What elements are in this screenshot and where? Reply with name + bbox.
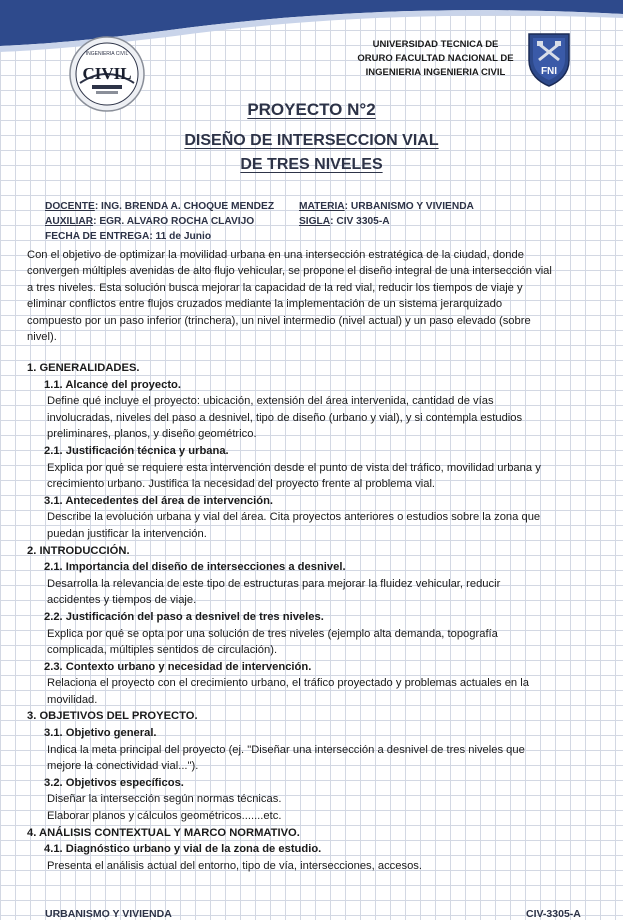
section-description-line: involucradas, niveles del paso a desnivel, tipo de diseño (urbano y vial), y si contempla estudios	[47, 411, 523, 424]
intro-line: a tres niveles. Esta solución busca mejorar la capacidad de la red vial, reducir los tiempos de viaje y	[27, 281, 523, 294]
section-description-line: crecimiento urbano. Justifica la necesidad del proyecto frente al problema vial.	[47, 478, 436, 491]
university-line-3: INGENIERIA INGENIERIA CIVIL	[365, 67, 506, 78]
materia-row	[299, 201, 474, 212]
auxiliar-value: : EGR. ALVARO ROCHA CLAVIJO	[93, 216, 255, 227]
auxiliar-label: AUXILIAR	[45, 216, 94, 227]
section-description-line: movilidad.	[47, 693, 98, 706]
section-description-line: complicada, múltiples sentidos de circulación).	[47, 644, 278, 657]
section-description-line: preliminares, planos, y diseño geométrico.	[47, 428, 257, 441]
section-description-line: Define qué incluye el proyecto: ubicación, extensión del área intervenida, cantidad de vías	[47, 395, 494, 408]
section-description-line: Relaciona el proyecto con el crecimiento urbano, el tráfico proyectado y problemas actuales en la	[47, 677, 529, 690]
intro-line: convergen múltiples avenidas de alto flujo vehicular, se propone el diseño integral de una intersección vial	[27, 265, 552, 278]
subsection-heading: 3.1. Antecedentes del área de intervención.	[44, 494, 274, 507]
materia-value: : URBANISMO Y VIVIENDA	[344, 201, 474, 212]
sigla-row	[299, 216, 390, 227]
section-description-line: Desarrolla la relevancia de este tipo de estructuras para mejorar la fluidez vehicular, reducir	[47, 577, 501, 590]
project-subtitle-line-1: DISEÑO DE INTERSECCION VIAL	[184, 132, 439, 149]
sigla-value: : CIV 3305-A	[330, 216, 390, 227]
intro-line: nivel).	[27, 331, 57, 344]
footer-course: URBANISMO Y VIVIENDA	[45, 908, 172, 920]
section-heading: 4. ANÁLISIS CONTEXTUAL Y MARCO NORMATIVO.	[27, 826, 300, 839]
subsection-heading: 2.1. Importancia del diseño de intersecciones a desnivel.	[44, 561, 346, 574]
section-description-line: puedan justificar la intervención.	[47, 527, 207, 540]
subsection-heading: 2.1. Justificación técnica y urbana.	[44, 444, 229, 457]
docente-label: DOCENTE	[45, 201, 95, 212]
section-heading: 2. INTRODUCCIÓN.	[27, 544, 130, 557]
sigla-label: SIGLA	[299, 216, 331, 227]
subsection-heading: 2.2. Justificación del paso a desnivel de tres niveles.	[44, 610, 324, 623]
university-name	[348, 38, 523, 80]
section-heading: 1. GENERALIDADES.	[27, 362, 140, 374]
section-description-line: accidentes y tiempos de viaje.	[47, 594, 197, 607]
section-description-line: Elaborar planos y cálculos geométricos.......etc.	[47, 810, 282, 823]
intro-line: Con el objetivo de optimizar la movilidad urbana en una intersección estratégica de la ciudad, donde	[27, 249, 524, 261]
materia-label: MATERIA	[299, 201, 345, 212]
intro-paragraph	[27, 247, 617, 345]
subsection-heading: 3.1. Objetivo general.	[44, 727, 157, 740]
section-description-line: Diseñar la intersección según normas técnicas.	[47, 793, 282, 806]
auxiliar-row	[45, 216, 254, 227]
section-heading: 3. OBJETIVOS DEL PROYECTO.	[27, 710, 198, 723]
section-description-line: Explica por qué se opta por una solución de tres niveles (ejemplo alta demanda, topografía	[47, 627, 498, 640]
intro-line: eliminar conflictos entre flujos cruzados mediante la implementación de un sistema jerarquizado	[27, 298, 503, 311]
docente-value: : ING. BRENDA A. CHOQUE MENDEZ	[94, 201, 275, 212]
project-outline	[27, 360, 617, 874]
section-description-line: Describe la evolución urbana y vial del área. Cita proyectos anteriores o estudios sobre la zona que	[47, 511, 541, 524]
university-line-2: ORURO FACULTAD NACIONAL DE	[357, 53, 514, 64]
civil-logo-subtext: INGENIERIA CIVIL	[85, 51, 129, 57]
subsection-heading: 4.1. Diagnóstico urbano y vial de la zona de estudio.	[44, 843, 322, 856]
fni-shield-logo-icon	[525, 30, 573, 88]
project-subtitle-line-2: DE TRES NIVELES	[240, 156, 383, 173]
university-line-1: UNIVERSIDAD TECNICA DE	[372, 39, 499, 50]
subsection-heading: 3.2. Objetivos específicos.	[44, 776, 184, 789]
section-description-line: mejore la conectividad vial...").	[47, 760, 199, 773]
subsection-heading: 2.3. Contexto urbano y necesidad de intervención.	[44, 660, 312, 673]
section-description-line: Indica la meta principal del proyecto (ej. "Diseñar una intersección a desnivel de tres niveles que	[47, 743, 525, 756]
section-description-line: Presenta el análisis actual del entorno, tipo de vía, intersecciones, accesos.	[47, 859, 422, 872]
project-title: PROYECTO N°2	[247, 100, 376, 119]
subsection-heading: 1.1. Alcance del proyecto.	[44, 378, 181, 391]
intro-line: compuesto por un paso inferior (trinchera), un nivel intermedio (nivel actual) y un paso elevado (sobre	[27, 314, 531, 327]
section-description-line: Explica por qué se requiere esta intervención desde el punto de vista del tráfico, movilidad urbana y	[47, 461, 541, 474]
civil-logo-text: CIVIL	[82, 64, 132, 83]
fecha-entrega: FECHA DE ENTREGA: 11 de Junio	[45, 231, 212, 242]
docente-row	[45, 201, 274, 212]
footer-code: CIV-3305-A	[526, 908, 581, 920]
fni-logo-text: FNI	[540, 66, 558, 77]
